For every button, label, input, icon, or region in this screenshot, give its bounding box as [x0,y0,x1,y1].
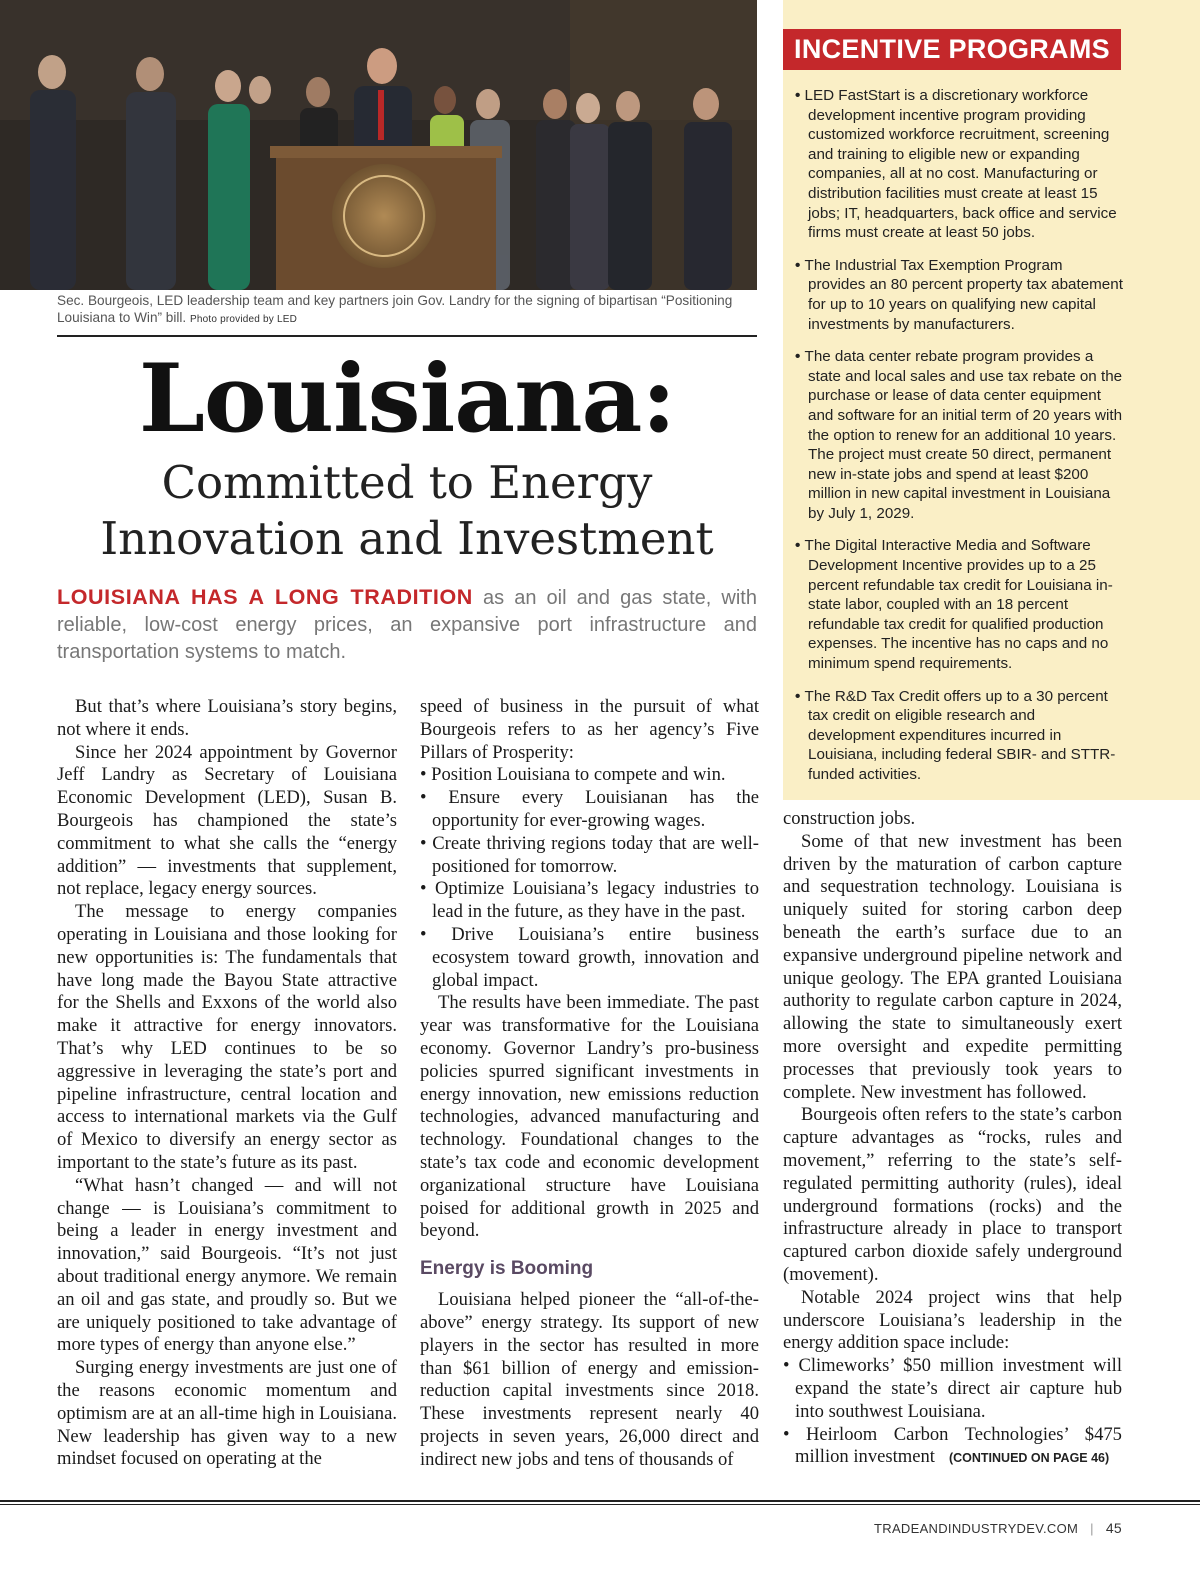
list-item: • Climeworks’ $50 million investment will expand the state’s direct air capture hub into southwest Louisiana. [783,1355,1122,1423]
list-item: • Position Louisiana to compete and win. [420,764,759,787]
paragraph: The message to energy companies operating in Louisiana and those looking for new opportunities is: The fundamentals that have long made the Bayou State attractive for the Shells and Exxons of the world also make it attractive for energy innovators. That’s why LED continues to be so aggressive in leveraging the state’s port and pipeline infrastructure, central location and access to international markets via the Gulf of Mexico to diversify an energy sector as important to the state’s future as its past. [57,901,397,1173]
incentive-list [795,86,1123,798]
article-title: Louisiana: [138,344,676,454]
section-subhead: Energy is Booming [420,1258,594,1280]
lead-text: as an oil and gas state, with reliable, low-cost energy prices, an expansive port infrastructure and transportation systems to match. [57,587,757,663]
paragraph: But that’s where Louisiana’s story begins, not where it ends. [57,696,397,740]
paragraph: The results have been immediate. The past year was transformative for the Louisiana economy. Governor Landry’s pro-business policies spurred significant investments in energy innovation, new emissions reduction technologies, advanced manufacturing and technology. Foundational changes to the state’s tax code and economic development organizational structure have Louisiana poised for additional growth in 2025 and beyond. [420,992,759,1242]
article-lead [57,584,757,666]
continued-link[interactable]: (CONTINUED ON PAGE 46) [948,1451,1110,1466]
project-wins-list [783,1355,1122,1470]
list-item: • Create thriving regions today that are well-positioned for tomorrow. [420,833,759,879]
list-item: • Ensure every Louisianan has the opportunity for ever-growing wages. [420,787,759,833]
footer-rule [0,1500,1200,1502]
page-number: 45 [1105,1520,1122,1536]
page-footer [874,1520,1122,1536]
photo-caption-text: Sec. Bourgeois, LED leadership team and key partners join Gov. Landry for the signing of bipartisan “Positioning Louisiana to Win” bill. [57,293,733,325]
pillars-list [420,764,759,992]
incentive-programs-sidebar [783,0,1200,800]
list-item: • The R&D Tax Credit offers up to a 30 percent tax credit on eligible research and development expenditures incurred in Louisiana, including federal SBIR- and STTR- funded activities. [795,687,1123,785]
paragraph: Since her 2024 appointment by Governor Jeff Landry as Secretary of Louisiana Economic Development (LED), Susan B. Bourgeois has championed the state’s commitment to what she calls the “energy addition” — investments that supplement, not replace, legacy energy sources. [57,741,397,900]
list-item: • The Industrial Tax Exemption Program provides an 80 percent property tax abatement for up to 10 years on qualifying new capital investments by manufacturers. [795,256,1123,334]
article-column-1 [57,696,397,1471]
list-item: • Optimize Louisiana’s legacy industries to lead in the future, as they have in the past. [420,878,759,924]
list-item: • LED FastStart is a discretionary workforce development incentive program providing customized workforce recruitment, screening and training to eligible new or expanding companies, all at no cost. Manufacturing or distribution facilities must create at least 15 jobs; IT, headquarters, back office and service firms must create at least 50 jobs. [795,86,1123,243]
paragraph: speed of business in the pursuit of what Bourgeois refers to as her agency’s Five Pillars of Prosperity: [420,696,759,763]
paragraph: Surging energy investments are just one of the reasons economic momentum and optimism are at an all-time high in Louisiana. New leadership has given way to a new mindset focused on operating at the [57,1357,397,1470]
lead-highlight: LOUISIANA HAS A LONG TRADITION [57,585,473,609]
article-subtitle: Committed to Energy Innovation and Investment [100,456,714,565]
list-item [783,1424,1122,1471]
article-column-2 [420,696,759,1472]
photo-caption [57,292,747,328]
list-item-text: Heirloom Carbon Technologies’ $475 million investment [795,1423,1122,1468]
paragraph: Louisiana helped pioneer the “all-of-the-above” energy strategy. Its support of new players in the sector has resulted in more than $61 billion of energy and emission-reduction capital investments since 2018. These investments represent nearly 40 projects in seven years, 26,000 direct and indirect new jobs and tens of thousands of [420,1289,759,1470]
signing-ceremony-photo [0,0,757,290]
photo-credit: Photo provided by LED [189,314,298,325]
paragraph: “What hasn’t changed — and will not change — is Louisiana’s commitment to being a leader in energy investment and innovation,” said Bourgeois. “It’s not just about traditional energy anymore. We remain an oil and gas state, and proudly so. But we are uniquely positioned to take advantage of more types of energy than anyone else.” [57,1174,397,1356]
paragraph: Some of that new investment has been driven by the maturation of carbon capture and sequestration technology. Louisiana is uniquely suited for storing carbon deep beneath the earth’s surface due to an expansive underground pipeline network and unique geology. The EPA granted Louisiana authority to regulate carbon capture in 2024, allowing the state to simultaneously exert more oversight and expedite permitting processes that previously took years to complete. New investment has followed. [783,830,1122,1103]
list-item: • Drive Louisiana’s entire business ecosystem toward growth, innovation and global impact. [420,924,759,992]
footer-site: TRADEANDINDUSTRYDEV.COM [874,1521,1079,1536]
list-item: • The data center rebate program provides a state and local sales and use tax rebate on the purchase or lease of data center equipment and software for an initial term of 20 years with the option to renew for an additional 10 years. The project must create 50 direct, permanent new in-state jobs and spend at least $200 million in new capital investment in Louisiana by July 1, 2029. [795,347,1123,523]
footer-separator: | [1090,1521,1094,1536]
footer-rule [0,1504,1200,1505]
article-column-3 [783,808,1122,1470]
paragraph: Notable 2024 project wins that help underscore Louisiana’s leadership in the energy addition space include: [783,1286,1122,1354]
headline-divider [57,335,757,337]
paragraph: Bourgeois often refers to the state’s carbon capture advantages as “rocks, rules and movement,” referring to the state’s self-regulated permitting authority (rules), ideal underground formations (rocks) and the infrastructure already in place to transport captured carbon dioxide safely underground (movement). [783,1104,1122,1285]
paragraph: construction jobs. [783,808,916,829]
sidebar-heading: INCENTIVE PROGRAMS [783,29,1121,70]
list-item: • The Digital Interactive Media and Software Development Incentive provides up to a 25 percent refundable tax credit for Louisiana in-state labor, coupled with an 18 percent refundable tax credit for qualified production expenses. The incentive has no caps and no minimum spend requirements. [795,536,1123,673]
